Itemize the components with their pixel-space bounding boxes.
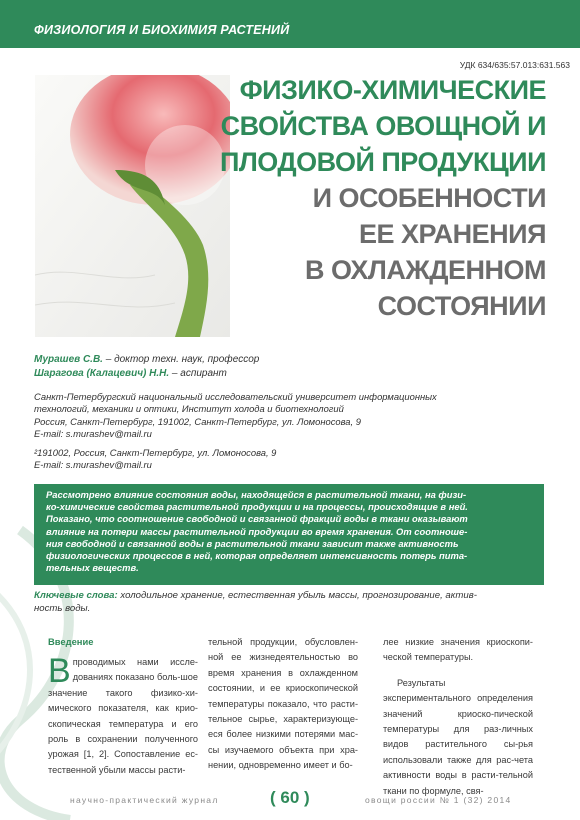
affiliation-line: Санкт-Петербургский национальный исследовательский университет информационных xyxy=(34,391,437,402)
journal-name-footer: научно-практический журнал xyxy=(70,795,219,805)
body-column-3 xyxy=(383,635,533,799)
affiliation-line: технологий, механики и оптики, Институт холода и биотехнологий xyxy=(34,403,344,415)
page-number: ( 60 ) xyxy=(270,788,310,807)
title-line: СОСТОЯНИИ xyxy=(377,291,546,321)
affiliation-1 xyxy=(34,391,554,440)
abstract-box xyxy=(34,484,544,585)
affiliation-line: Россия, Санкт-Петербург, 191002, Санкт-Петербург, ул. Ломоносова, 9 xyxy=(34,415,361,427)
title-line: ЕЕ ХРАНЕНИЯ xyxy=(359,219,546,249)
abstract-line: Рассмотрено влияние состояния воды, находящейся в растительной ткани, на физи- xyxy=(46,489,467,500)
affiliation-line: ²191002, Россия, Санкт-Петербург, ул. Ломоносова, 9 xyxy=(34,447,277,458)
body-text: Результаты экспериментального определения значений криоско-пической температуры для раз-личных видов растительного сы-рья использовали также для рас-чета активности воды в расти-тельной ткани по формуле, свя- xyxy=(383,677,533,796)
page-number-value: 60 xyxy=(280,788,300,807)
abstract-line: ния свободной и связанной воды в растительной ткани зависит также активность xyxy=(46,537,459,549)
author-line xyxy=(34,353,259,367)
abstract-line: тельных веществ. xyxy=(46,562,139,574)
abstract-line: влияние на потери массы растительной продукции во время хранения. От соотноше- xyxy=(46,525,468,537)
author-name: Мурашев С.В. xyxy=(34,354,103,365)
body-text: проводимых нами иссле-дованиях показано боль-шое значение такого физико-хи-мического показателя, как крио-скопическая температура и его роль в сохранении полученного урожая [1, 2]. Сопоставление ес-тественной убыли массы расти- xyxy=(48,657,198,775)
affiliation-line[interactable]: E-mail: s.murashev@mail.ru xyxy=(34,459,152,471)
keywords-label: Ключевые слова: xyxy=(34,590,118,601)
section-title: ФИЗИОЛОГИЯ И БИОХИМИЯ РАСТЕНИЙ xyxy=(34,23,290,37)
body-column-1 xyxy=(48,635,198,778)
journal-issue-footer: овощи россии № 1 (32) 2014 xyxy=(365,795,512,805)
abstract-line: ко-химические свойства растительной продукции и на процессы, происходящие в ней. xyxy=(46,501,468,513)
title-line: ПЛОДОВОЙ ПРОДУКЦИИ xyxy=(219,147,546,177)
abstract-line: физиологических процессов в ней, которая определяет интенсивность потерь пита- xyxy=(46,550,468,562)
author-role: – аспирант xyxy=(169,368,227,379)
title-line: И ОСОБЕННОСТИ xyxy=(312,183,546,213)
udk-code: УДК 634/635:57.013:631.563 xyxy=(459,60,570,70)
author-name: Шарагова (Калацевич) Н.Н. xyxy=(34,368,170,379)
article-title-green xyxy=(220,72,546,180)
strawberry-photo xyxy=(35,75,230,337)
title-line: В ОХЛАЖДЕННОМ xyxy=(304,255,546,285)
drop-cap: В xyxy=(48,652,71,690)
title-line: СВОЙСТВА ОВОЩНОЙ И xyxy=(220,111,546,141)
body-text: лее низкие значения криоскопи-ческой температуры. xyxy=(383,637,533,663)
author-line xyxy=(34,367,259,381)
section-heading: Введение xyxy=(48,636,94,647)
body-text: тельной продукции, обусловлен-ной ее жизнедеятельностью во время хранения в охлажденном состоянии, и ее криоскопической температуры показало, что расти-тельное сырье, характеризующе-еся более низкими потерями мас-сы изучаемого объекта при хра-нении, одновременно имеет и бо- xyxy=(208,637,358,771)
article-title-gray xyxy=(305,180,546,324)
abstract-line: Показано, что соотношение свободной и связанной фракций воды в ткани оказывают xyxy=(46,513,468,525)
authors-block xyxy=(34,353,259,381)
author-role: – доктор техн. наук, профессор xyxy=(102,354,260,365)
body-column-2 xyxy=(208,635,358,774)
affiliation-2 xyxy=(34,447,554,472)
keywords-text: холодильное хранение, естественная убыль массы, прогнозирование, актив- xyxy=(117,590,477,601)
title-line: ФИЗИКО-ХИМИЧЕСКИЕ xyxy=(239,75,546,105)
keywords xyxy=(34,590,554,615)
keywords-text: ность воды. xyxy=(34,602,91,614)
abstract-text xyxy=(46,489,534,574)
affiliation-line[interactable]: E-mail: s.murashev@mail.ru xyxy=(34,427,152,439)
